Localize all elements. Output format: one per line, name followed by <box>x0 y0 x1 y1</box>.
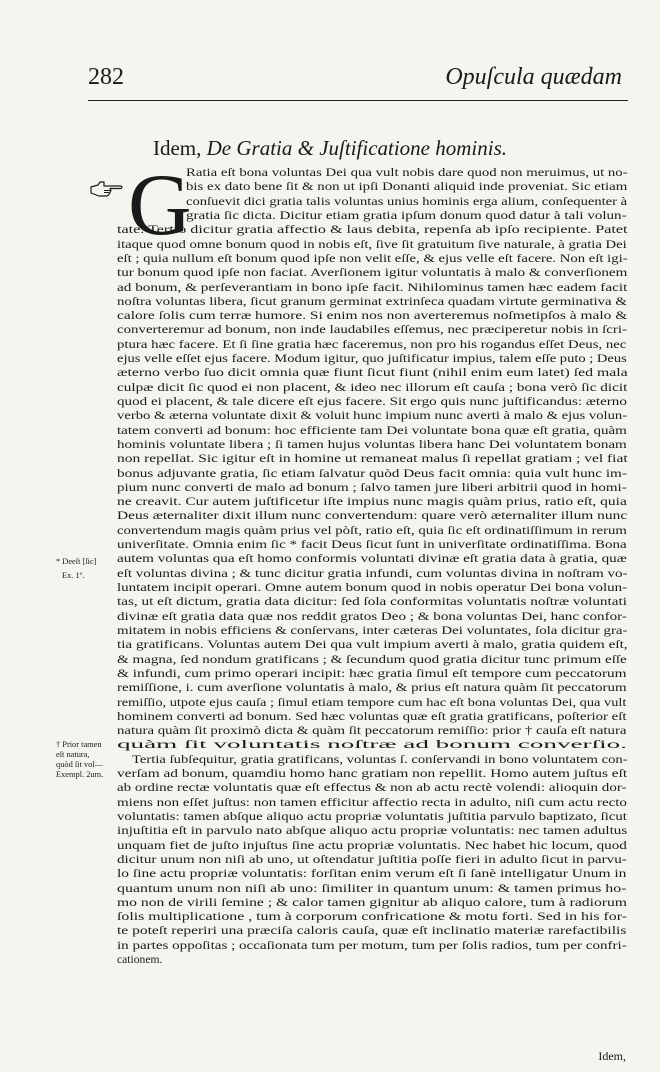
text-line: injuſtitia eſt in parvulo nato abſque aliquo actu propriæ voluntatis: nec tamen adultus <box>117 824 628 838</box>
text-line: itaque quod omne bonum quod in nobis eſt, ſive ſit gratuitum ſive naturale, à gratia Dei <box>117 237 627 251</box>
text-line: tatem converti ad bonum: hoc efficiente tam Dei voluntate bona quæ eſt gratia, quàm <box>117 423 627 437</box>
text-line: ejus velle eſſet ejus facere. Modum igitur, quo juſtificatur impius, talem eſſe puto ; Deus <box>117 352 627 365</box>
text-line: ptura hæc facere. Et ſi ſine gratia hæc faceremus, non pro his rogandus eſſet Deus, nec <box>117 337 627 351</box>
text-line: eſt voluntas divina ; & tunc dicitur gratia infundi, cum voluntas divina in noſtram vo- <box>117 566 628 580</box>
text-line: lo ſine actu propriæ voluntatis: forſitan enim verum eſt ſi ſanè intelligatur Unum in <box>117 867 627 881</box>
text-line: luntatem incipit operari. Omne autem bonum quod in nobis operatur Dei bona volun- <box>117 581 628 594</box>
drop-cap: G <box>128 157 192 254</box>
text-line: tate. Tertiò dicitur gratia affectio & laus debita, repenſa ab ipſo recipiente. Patet <box>117 223 628 237</box>
text-line: culpæ dicit ſic quod ei non placent, & ideo nec illorum eſt cauſa ; bona verò ſic dicit <box>117 380 628 394</box>
text-line: quantum unum non niſi ab uno: ſimiliter in quantum unum: & tamen primus ho- <box>117 881 627 895</box>
catchword: Idem, <box>598 1049 626 1063</box>
text-line: divinæ eſt gratia data quæ nos reddit gratos Deo ; & bona voluntas Dei, hanc confor- <box>117 609 627 623</box>
running-head <box>88 60 628 101</box>
margin-note: * Deeſt [ſic] <box>56 557 97 566</box>
text-line: quod ei placent, & tale dicere eſt ejus facere. Sit ergo quis nunc juſtificandus: æterno <box>117 395 627 408</box>
text-line: miens non eſſet juſtus: non tamen efficitur affectio recta in adulto, niſi cum actu recto <box>117 795 627 809</box>
text-line: natura quàm ſit proximò dicta & quàm ſit peccatorum remiſſio: prior † cauſa eſt natura <box>117 724 627 738</box>
text-line: convertendum magis quàm prius vel pòſt, ratio eſt, quia ſic eſt ordinatiſſimum in rerum <box>117 523 627 537</box>
text-line: voluntatis: tamen abſque aliquo actu propriæ voluntatis juſtitia parvulo baptizato, ſicut <box>117 810 627 823</box>
text-line: tas, ut eſt dictum, gratia data dicitur: ſed ſola conformitas voluntatis noſtræ voluntati <box>117 595 627 609</box>
text-line: bis ex dato bene ſit & non ut ipſi Donanti aliquid inde proveniat. Sic etiam <box>186 180 628 194</box>
text-line: verſam ad bonum, quamdiu homo hanc gratiam non repellit. Homo autem juſtus eſt <box>117 767 628 780</box>
text-line: autem voluntas qua eſt homo conformis voluntati divinæ eſt gratia data à gratia, quæ <box>117 552 627 566</box>
text-line: Tertia ſubſequitur, gratia gratificans, voluntas ſ. conſervandi in bono voluntatem con- <box>132 752 628 766</box>
text-line: unquam fiet de juſto injuſtus ſine actu propriæ voluntatis. Nec habet hic locum, quod <box>117 838 627 852</box>
text-line: bonus adjuvante gratia, ſic etiam ſalvatur quòd Deus facit omnia: quia vult hunc im- <box>117 466 627 480</box>
text-line: cationem. <box>117 953 163 967</box>
margin-note: quòd ſit vol— <box>56 760 103 769</box>
margin-note: † Prior tamen <box>56 740 102 749</box>
text-line: dicitur unum non niſi ab uno, ut oſtendatur juſtitia poſſe fieri in adulto ſicut in parvu- <box>117 852 627 866</box>
text-line: & infundi, cum primo operari incipit: hæc gratia ſimul eſt tempore cum peccatorum <box>117 666 627 680</box>
text-line: tia gratificans. Voluntas autem Dei qua vult impium averti à malo, gratia quidem eſt, <box>117 638 628 652</box>
text-line: eſt ; quia nullum eſt bonum quod ipſe non velit eſſe, & ejus velle eſt facere. Non eſt igi- <box>117 251 628 265</box>
text-line: Deus æternaliter dixit illum nunc convertendum: quare verò æternaliter illum nunc <box>117 509 628 523</box>
text-line: noſtra voluntas libera, ſicut granum germinat extrinſeca quadam virtute germinativa & <box>117 294 627 308</box>
text-line: æterno verbo ſuo dicit omnia quæ fiunt ſicut fiunt (nihil enim eum latet) ſed mala <box>117 366 628 380</box>
text-line: te poteſt reperiri una præciſa caloris cauſa, quæ eſt inclinatio materiæ rarefactibilis <box>117 924 627 938</box>
text-line: ad bonum, & perſeverantiam in bono ipſe facit. Nihilominus tamen hæc eadem facit <box>117 280 628 294</box>
text-line: remiſſio, utpote ejus cauſa ; ſimul etiam tempore cum hac eſt bona voluntas Dei, qua vult <box>117 695 627 709</box>
text-line: univerſitate. Omnia enim ſic * facit Deus ſicut ſunt in univerſitate ordinatiſſima. Bona <box>117 538 627 552</box>
margin-note: Ex. 1º. <box>62 571 85 580</box>
margin-note: Exempl. 2um. <box>56 770 104 779</box>
text-line: mitatem in nobis efficiens & conſervans, inter cæteras Dei voluntates, ſola dicitur gra- <box>117 623 628 637</box>
text-line: non repellat. Sic igitur eſt in homine ut remaneat malus ſi repellat gratiam ; vel fiat <box>117 452 628 466</box>
text-line: tur bonum quod ipſe non faciat. Averſionem igitur voluntatis à malo & converſionem <box>117 266 628 280</box>
text-line: ab ordine rectæ voluntatis quæ eſt effectus & non ab actu rectè volendi: alioquin dor- <box>117 781 627 795</box>
text-line: quàm ſit voluntatis noſtræ ad bonum converſio. <box>117 738 627 752</box>
running-title: Opuſcula quædam <box>445 64 622 90</box>
heading-title: De Gratia & Juſtificatione hominis. <box>206 136 508 160</box>
text-line: in partes oppoſitas ; occaſionata tum per motum, tum per ſolis radios, tum per confri- <box>117 938 627 952</box>
text-line: gratia ſic dicta. Dicitur etiam gratia ipſum donum quod datur à tali volun- <box>186 208 627 222</box>
text-line: ne creavit. Cur autem juſtificetur iſte impius nunc magis quàm prius, ratio eſt, quia <box>117 495 627 509</box>
text-line: mo non de virili ſemine ; & calor tamen gignitur ab aliquo calore, tum à radiorum <box>117 895 627 909</box>
text-line: ſolis multiplicatione , tum à corporum confricatione & motu forti. Sed in his for- <box>117 910 627 924</box>
text-line: remiſſione, i. cum averſione voluntatis à malo, & prius eſt natura quàm ſit peccatorum <box>117 681 627 695</box>
text-line: calore ſolis cum terræ humore. Si enim nos non averteremus noſmetipſos à malo & <box>117 309 628 323</box>
pointing-hand-icon <box>90 180 124 198</box>
text-line: Ratia eſt bona voluntas Dei qua vult nobis dare quod non meruimus, ut no- <box>186 166 628 179</box>
page-number: 282 <box>88 64 124 90</box>
text-line: & magna, ſed nondum gratificans ; & ſecundum quod gratia dicitur tunc primum eſſe <box>117 652 627 666</box>
text-line: converteremur ad bonum, non inde laudabiles eſſemus, nec præciperetur nobis in ſcri- <box>117 323 627 337</box>
heading-prefix: Idem, <box>152 136 202 160</box>
text-line: hominis voluntate libera ; ſi tamen hujus voluntas libera hanc Dei voluntatem bonam <box>117 437 627 451</box>
margin-note: eſt natura, <box>56 750 90 759</box>
text-line: verbo & æterna voluntate dixit & voluit hunc impium nunc averti à malo & ejus volun- <box>117 409 628 423</box>
text-line: hominem converti ad bonum. Sed hæc voluntas quæ eſt gratia gratificans, poſterior eſt <box>117 709 627 723</box>
section-heading <box>0 136 660 161</box>
text-line: conſuevit dici gratia talis voluntas unius hominis erga alium, conſequenter à <box>186 194 628 208</box>
text-line: pium nunc converti de malo ad bonum ; ſalvo tamen jure liberi arbitrii quod in homi- <box>117 480 627 494</box>
